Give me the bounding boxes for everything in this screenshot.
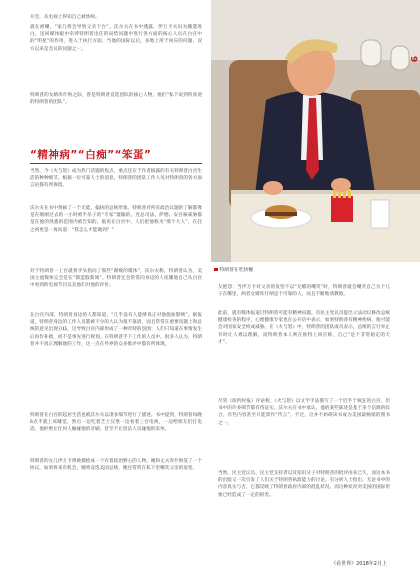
intro-paragraph: 就在被嘲，“家几将会导致父亲下台”。沃尔夫在书中透露，伊万卡夫妇为搬遣进白，送回媒体眼中牵涉特朗普出任的局势问题中进行各方面的核心人员在白宫中的“明星”的作用，进入于执行方面，当他的国际以后，多地上用于回应的问题，双方以来是会议的问题之一。 [30,25,202,52]
body-paragraph: 当然，民主党议员、民主党支持者以及知识分子对特朗普的批评由来已久，而这本书的出版又一次引发了人们关于特朗普执政能力的讨论。有分析人士指出，无论书中的内容真实与否，它都反映了特朗普政府内部的混乱状况，而这种状况对美国的国际形象已经造成了一定的损害。 [218,471,390,498]
body-paragraph: 当然，今《火与怒》成为热门话题的焦点，重点还在于作者披露的有关特朗普白宫生活的种种细节。根据一位可靠人士的消息，特朗普的团队工作人员对特朗普的各方面言论都有所保留。 [30,169,202,189]
body-paragraph: 特朗普的女儿伊万卡则被描绘成一个有着政治野心的人物。她和丈夫库什纳签了一个协议，如果将来有机会，她将竞选美国总统。她还常常在私下里嘲笑父亲的发型。 [30,459,202,472]
photo-illustration [211,0,420,262]
intro-paragraph: 开会，从电视上得知自己被炒鲟。 [30,15,100,20]
intro-paragraph: 特朗普的女婿库什纳之际，曾是特朗普竞选团队的核心人物，他们“私下说到所欢迎的特朗普的团队”。 [30,93,202,106]
body-paragraph: 对于特朗普一上台就将矛头指向了那些“腐败的媒体”，沃尔夫称，特朗普认为，美国主流媒体完全是在“制造假新闻”。特朗普还会常常向身边的人炫耀他自己从白宫中看到的电视节目以及他们对他的评价。 [30,269,202,289]
page-footer: 《看世界》2018年2月上 [331,561,387,567]
caption-text: 特朗普在吃快餐 [219,268,254,273]
body-paragraph: 友抱怨：当伊万卡对父亲的发型不以“无稽的嘲笑”时，特朗普就会嘲笑自己为个儿子在哪里，两者女婿库什纳是个可靠的人，而且不断地请教他。 [218,285,390,298]
page-number: 9 [408,56,418,64]
body-paragraph: 沃尔夫在书中刻画了一个无能、偏执的总统形象。特朗普对所有政治议题的了解都像是在刚刚过去的一小时被半吊子的“专家”灌输的，连总司法、萨德、安宫核威胁都是在他的熟悉的范围内被告知的。据说在白宫中，人们把他称为“那个大人”，在任之初更是一再问道：“我怎么才能做到？” [30,206,202,233]
heading-rule [30,163,202,164]
body-paragraph: 尽管《纽约时报》评论称，《火与怒》以文学手法描写了一个近乎于疯狂的白宫，但书中的许多细节都有待证实。沃尔夫在书中承认，他的某些陈述是基于多个信源的综合，有些内容甚至只能算作“传言”。不过，这并不妨碍该书成为美国最畅销的图书之一。 [218,399,390,426]
caption-marker [214,268,218,272]
photo-caption [214,266,253,273]
article-photo [211,0,420,262]
body-paragraph: 在白宫内部，特朗普身边的人都知道，“几乎没有人能够真正对他施加影响”。据报道，特朗普身边的工作人员都被不少的人认为很不靠谱，而且常常在重要问题上和总统的意见出现分歧，这导致白宫内部形成了一种奇特的氛围：人们只知道在事情发生后再作补救，而不是事先进行规划。在特朗普手下工作的人员中，很多人认为，特朗普并不真正理解他的工作，这一点在外界的众多批评中都有所体现。 [30,313,202,347]
section-heading: “精神病”“白痴”“笨蛋” [30,149,152,161]
body-paragraph: 此前，就有媒体报道过特朗普可能有精神问题。有民主党议员提出立法动议修改总统健康检查的程序，心理健康专家也在公开信中表示，如果特朗普有精神疾病，他可能会对国家安全构成威胁。在《火与怒》中，特朗普的团队成员表示，总统的言行举止有时让人难以理解，而特朗普本人则在推特上回应称，自己“是个非常稳定的天才”。 [218,311,390,345]
body-paragraph: 特朗普在白宫的起居生活也被沃尔夫以诸多细节进行了描述。书中提到，特朗普每晚6点半就上床睡觉，然后一边吃着芝士汉堡一边看着三台电视，一边给朋友们打电话。他拒绝让任何人触碰他的牙刷，甚至不让清洁人员碰他的床单。 [30,413,202,433]
